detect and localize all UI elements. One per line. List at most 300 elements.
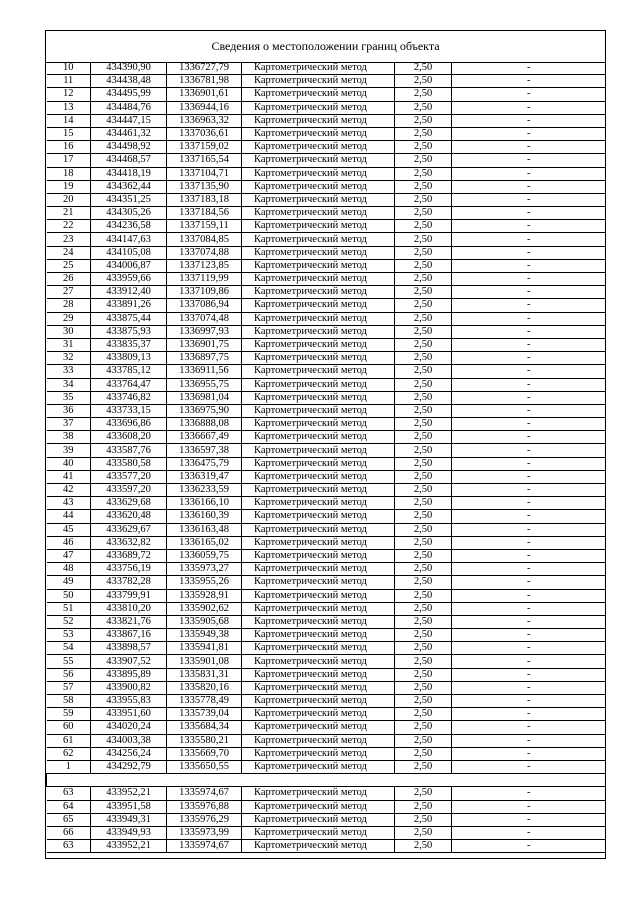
method: Картометрический метод — [242, 431, 395, 444]
point-number: 24 — [47, 246, 91, 259]
table-title: Сведения о местоположении границ объекта — [46, 31, 605, 63]
coord-y: 1337159,02 — [167, 141, 242, 154]
coord-x: 433756,19 — [91, 563, 167, 576]
table-row — [47, 62, 606, 75]
point-number: 31 — [47, 338, 91, 351]
table-row — [47, 312, 606, 325]
coord-y: 1337119,99 — [167, 273, 242, 286]
point-number: 41 — [47, 470, 91, 483]
coord-x: 433764,47 — [91, 378, 167, 391]
precision: 2,50 — [395, 734, 452, 747]
description: - — [452, 154, 606, 167]
table-row — [47, 141, 606, 154]
method: Картометрический метод — [242, 642, 395, 655]
method: Картометрический метод — [242, 615, 395, 628]
method: Картометрический метод — [242, 88, 395, 101]
coord-x: 433809,13 — [91, 352, 167, 365]
point-number: 11 — [47, 75, 91, 88]
coord-x: 434461,32 — [91, 127, 167, 140]
description: - — [452, 207, 606, 220]
description: - — [452, 721, 606, 734]
table-row — [47, 523, 606, 536]
method: Картометрический метод — [242, 114, 395, 127]
spacer-row — [47, 774, 606, 787]
table-row — [47, 325, 606, 338]
coord-y: 1337084,85 — [167, 233, 242, 246]
description: - — [452, 338, 606, 351]
description: - — [452, 378, 606, 391]
coord-y: 1336963,32 — [167, 114, 242, 127]
precision: 2,50 — [395, 167, 452, 180]
method: Картометрический метод — [242, 127, 395, 140]
coord-y: 1336901,61 — [167, 88, 242, 101]
method: Картометрический метод — [242, 62, 395, 75]
precision: 2,50 — [395, 840, 452, 853]
coord-y: 1335580,21 — [167, 734, 242, 747]
point-number: 43 — [47, 497, 91, 510]
precision: 2,50 — [395, 602, 452, 615]
coord-y: 1337165,54 — [167, 154, 242, 167]
method: Картометрический метод — [242, 734, 395, 747]
method: Картометрический метод — [242, 813, 395, 826]
coord-y: 1336160,39 — [167, 510, 242, 523]
point-number: 23 — [47, 233, 91, 246]
point-number: 22 — [47, 220, 91, 233]
coord-x: 433746,82 — [91, 391, 167, 404]
description: - — [452, 88, 606, 101]
coord-y: 1335974,67 — [167, 840, 242, 853]
table-row — [47, 510, 606, 523]
description: - — [452, 826, 606, 839]
table-row — [47, 220, 606, 233]
point-number: 27 — [47, 286, 91, 299]
coord-y: 1337159,11 — [167, 220, 242, 233]
precision: 2,50 — [395, 497, 452, 510]
coord-y: 1337183,18 — [167, 193, 242, 206]
method: Картометрический метод — [242, 708, 395, 721]
precision: 2,50 — [395, 75, 452, 88]
coord-x: 433867,16 — [91, 629, 167, 642]
table-row — [47, 536, 606, 549]
coord-y: 1336166,10 — [167, 497, 242, 510]
method: Картометрический метод — [242, 273, 395, 286]
coord-x: 434390,90 — [91, 62, 167, 75]
method: Картометрический метод — [242, 721, 395, 734]
description: - — [452, 233, 606, 246]
description: - — [452, 167, 606, 180]
table-row — [47, 721, 606, 734]
point-number: 17 — [47, 154, 91, 167]
coord-x: 433912,40 — [91, 286, 167, 299]
coord-x: 433951,58 — [91, 800, 167, 813]
point-number: 18 — [47, 167, 91, 180]
coord-y: 1336997,93 — [167, 325, 242, 338]
table-row — [47, 787, 606, 800]
precision: 2,50 — [395, 338, 452, 351]
table-row — [47, 549, 606, 562]
point-number: 45 — [47, 523, 91, 536]
description: - — [452, 536, 606, 549]
coord-y: 1335928,91 — [167, 589, 242, 602]
method: Картометрический метод — [242, 787, 395, 800]
coord-x: 433782,28 — [91, 576, 167, 589]
method: Картометрический метод — [242, 193, 395, 206]
description: - — [452, 101, 606, 114]
table-row — [47, 470, 606, 483]
coord-x: 433955,83 — [91, 695, 167, 708]
coord-y: 1337135,90 — [167, 180, 242, 193]
coord-y: 1336975,90 — [167, 404, 242, 417]
table-row — [47, 299, 606, 312]
spacer-cell — [47, 774, 606, 787]
method: Картометрический метод — [242, 602, 395, 615]
point-number: 63 — [47, 840, 91, 853]
point-number: 34 — [47, 378, 91, 391]
coord-x: 433875,44 — [91, 312, 167, 325]
table-row — [47, 391, 606, 404]
method: Картометрический метод — [242, 418, 395, 431]
table-row — [47, 101, 606, 114]
precision: 2,50 — [395, 431, 452, 444]
point-number: 16 — [47, 141, 91, 154]
coord-x: 433821,76 — [91, 615, 167, 628]
coord-y: 1335650,55 — [167, 760, 242, 773]
table-row — [47, 760, 606, 773]
method: Картометрический метод — [242, 233, 395, 246]
point-number: 62 — [47, 747, 91, 760]
method: Картометрический метод — [242, 325, 395, 338]
table-row — [47, 273, 606, 286]
point-number: 21 — [47, 207, 91, 220]
description: - — [452, 813, 606, 826]
point-number: 54 — [47, 642, 91, 655]
description: - — [452, 246, 606, 259]
coord-x: 433951,60 — [91, 708, 167, 721]
method: Картометрический метод — [242, 497, 395, 510]
coord-x: 434292,79 — [91, 760, 167, 773]
precision: 2,50 — [395, 246, 452, 259]
precision: 2,50 — [395, 629, 452, 642]
coord-y: 1336319,47 — [167, 470, 242, 483]
precision: 2,50 — [395, 681, 452, 694]
method: Картометрический метод — [242, 549, 395, 562]
table-row — [47, 563, 606, 576]
table-row — [47, 840, 606, 853]
precision: 2,50 — [395, 101, 452, 114]
table-row — [47, 88, 606, 101]
method: Картометрический метод — [242, 167, 395, 180]
coord-x: 434418,19 — [91, 167, 167, 180]
coord-y: 1336475,79 — [167, 457, 242, 470]
coord-y: 1335778,49 — [167, 695, 242, 708]
point-number: 20 — [47, 193, 91, 206]
coord-x: 433949,31 — [91, 813, 167, 826]
method: Картометрический метод — [242, 589, 395, 602]
coord-x: 434438,48 — [91, 75, 167, 88]
point-number: 48 — [47, 563, 91, 576]
coord-x: 434484,76 — [91, 101, 167, 114]
method: Картометрический метод — [242, 563, 395, 576]
method: Картометрический метод — [242, 681, 395, 694]
coord-x: 433632,82 — [91, 536, 167, 549]
table-row — [47, 207, 606, 220]
point-number: 58 — [47, 695, 91, 708]
point-number: 50 — [47, 589, 91, 602]
precision: 2,50 — [395, 154, 452, 167]
method: Картометрический метод — [242, 259, 395, 272]
precision: 2,50 — [395, 484, 452, 497]
point-number: 59 — [47, 708, 91, 721]
description: - — [452, 220, 606, 233]
point-number: 55 — [47, 655, 91, 668]
description: - — [452, 576, 606, 589]
coord-x: 433952,21 — [91, 840, 167, 853]
point-number: 38 — [47, 431, 91, 444]
point-number: 1 — [47, 760, 91, 773]
table-row — [47, 642, 606, 655]
coordinates-table — [46, 62, 606, 853]
method: Картометрический метод — [242, 286, 395, 299]
precision: 2,50 — [395, 576, 452, 589]
coord-x: 434468,57 — [91, 154, 167, 167]
table-row — [47, 259, 606, 272]
precision: 2,50 — [395, 800, 452, 813]
point-number: 39 — [47, 444, 91, 457]
coord-x: 433629,67 — [91, 523, 167, 536]
table-row — [47, 193, 606, 206]
boundary-table-frame — [45, 30, 606, 859]
point-number: 10 — [47, 62, 91, 75]
point-number: 12 — [47, 88, 91, 101]
coord-y: 1335739,04 — [167, 708, 242, 721]
precision: 2,50 — [395, 88, 452, 101]
method: Картометрический метод — [242, 536, 395, 549]
table-row — [47, 602, 606, 615]
precision: 2,50 — [395, 444, 452, 457]
table-row — [47, 114, 606, 127]
description: - — [452, 760, 606, 773]
method: Картометрический метод — [242, 510, 395, 523]
coord-x: 433608,20 — [91, 431, 167, 444]
description: - — [452, 391, 606, 404]
table-row — [47, 180, 606, 193]
coord-x: 434362,44 — [91, 180, 167, 193]
coord-y: 1336667,49 — [167, 431, 242, 444]
method: Картометрический метод — [242, 180, 395, 193]
point-number: 28 — [47, 299, 91, 312]
table-row — [47, 681, 606, 694]
point-number: 35 — [47, 391, 91, 404]
coord-x: 433597,20 — [91, 484, 167, 497]
description: - — [452, 695, 606, 708]
precision: 2,50 — [395, 127, 452, 140]
point-number: 64 — [47, 800, 91, 813]
description: - — [452, 114, 606, 127]
method: Картометрический метод — [242, 312, 395, 325]
description: - — [452, 549, 606, 562]
precision: 2,50 — [395, 352, 452, 365]
coord-y: 1336981,04 — [167, 391, 242, 404]
table-row — [47, 589, 606, 602]
point-number: 14 — [47, 114, 91, 127]
method: Картометрический метод — [242, 220, 395, 233]
description: - — [452, 668, 606, 681]
precision: 2,50 — [395, 826, 452, 839]
coord-y: 1336163,48 — [167, 523, 242, 536]
table-row — [47, 444, 606, 457]
coord-x: 433898,57 — [91, 642, 167, 655]
description: - — [452, 273, 606, 286]
precision: 2,50 — [395, 180, 452, 193]
precision: 2,50 — [395, 220, 452, 233]
table-row — [47, 484, 606, 497]
description: - — [452, 325, 606, 338]
coord-x: 433900,82 — [91, 681, 167, 694]
point-number: 53 — [47, 629, 91, 642]
description: - — [452, 312, 606, 325]
coord-x: 433629,68 — [91, 497, 167, 510]
coord-y: 1335820,16 — [167, 681, 242, 694]
coord-x: 434447,15 — [91, 114, 167, 127]
coord-x: 433810,20 — [91, 602, 167, 615]
method: Картометрический метод — [242, 141, 395, 154]
description: - — [452, 444, 606, 457]
coord-x: 433799,91 — [91, 589, 167, 602]
coord-y: 1335976,29 — [167, 813, 242, 826]
description: - — [452, 787, 606, 800]
point-number: 40 — [47, 457, 91, 470]
description: - — [452, 286, 606, 299]
precision: 2,50 — [395, 655, 452, 668]
coord-y: 1336911,56 — [167, 365, 242, 378]
description: - — [452, 497, 606, 510]
table-row — [47, 233, 606, 246]
table-row — [47, 800, 606, 813]
method: Картометрический метод — [242, 207, 395, 220]
method: Картометрический метод — [242, 629, 395, 642]
description: - — [452, 62, 606, 75]
coord-y: 1337086,94 — [167, 299, 242, 312]
table-row — [47, 747, 606, 760]
method: Картометрический метод — [242, 655, 395, 668]
method: Картометрический метод — [242, 444, 395, 457]
precision: 2,50 — [395, 523, 452, 536]
table-row — [47, 404, 606, 417]
coord-x: 433959,66 — [91, 273, 167, 286]
description: - — [452, 523, 606, 536]
coord-x: 434305,26 — [91, 207, 167, 220]
method: Картометрический метод — [242, 840, 395, 853]
coord-x: 433895,89 — [91, 668, 167, 681]
point-number: 61 — [47, 734, 91, 747]
coord-y: 1335905,68 — [167, 615, 242, 628]
description: - — [452, 510, 606, 523]
coord-y: 1335974,67 — [167, 787, 242, 800]
description: - — [452, 484, 606, 497]
point-number: 51 — [47, 602, 91, 615]
precision: 2,50 — [395, 695, 452, 708]
precision: 2,50 — [395, 615, 452, 628]
description: - — [452, 457, 606, 470]
table-row — [47, 338, 606, 351]
coord-y: 1336897,75 — [167, 352, 242, 365]
coord-x: 434006,87 — [91, 259, 167, 272]
coord-y: 1336727,79 — [167, 62, 242, 75]
description: - — [452, 747, 606, 760]
coord-y: 1337104,71 — [167, 167, 242, 180]
description: - — [452, 470, 606, 483]
method: Картометрический метод — [242, 154, 395, 167]
description: - — [452, 642, 606, 655]
table-row — [47, 813, 606, 826]
precision: 2,50 — [395, 787, 452, 800]
point-number: 30 — [47, 325, 91, 338]
method: Картометрический метод — [242, 457, 395, 470]
coord-y: 1335902,62 — [167, 602, 242, 615]
point-number: 63 — [47, 787, 91, 800]
coord-y: 1335949,38 — [167, 629, 242, 642]
precision: 2,50 — [395, 114, 452, 127]
precision: 2,50 — [395, 549, 452, 562]
coord-y: 1336888,08 — [167, 418, 242, 431]
method: Картометрический метод — [242, 695, 395, 708]
method: Картометрический метод — [242, 101, 395, 114]
coord-x: 434256,24 — [91, 747, 167, 760]
table-row — [47, 615, 606, 628]
description: - — [452, 418, 606, 431]
table-row — [47, 365, 606, 378]
precision: 2,50 — [395, 457, 452, 470]
point-number: 25 — [47, 259, 91, 272]
table-row — [47, 655, 606, 668]
coord-y: 1336165,02 — [167, 536, 242, 549]
precision: 2,50 — [395, 286, 452, 299]
description: - — [452, 75, 606, 88]
description: - — [452, 404, 606, 417]
point-number: 66 — [47, 826, 91, 839]
point-number: 19 — [47, 180, 91, 193]
precision: 2,50 — [395, 365, 452, 378]
precision: 2,50 — [395, 259, 452, 272]
method: Картометрический метод — [242, 365, 395, 378]
precision: 2,50 — [395, 813, 452, 826]
table-row — [47, 352, 606, 365]
precision: 2,50 — [395, 299, 452, 312]
method: Картометрический метод — [242, 826, 395, 839]
coord-y: 1335955,26 — [167, 576, 242, 589]
table-row — [47, 431, 606, 444]
precision: 2,50 — [395, 233, 452, 246]
precision: 2,50 — [395, 589, 452, 602]
point-number: 47 — [47, 549, 91, 562]
method: Картометрический метод — [242, 668, 395, 681]
description: - — [452, 840, 606, 853]
precision: 2,50 — [395, 207, 452, 220]
coord-x: 433733,15 — [91, 404, 167, 417]
table-row — [47, 154, 606, 167]
table-row — [47, 497, 606, 510]
table-row — [47, 826, 606, 839]
description: - — [452, 681, 606, 694]
coord-x: 434147,63 — [91, 233, 167, 246]
coord-x: 433875,93 — [91, 325, 167, 338]
coord-x: 433620,48 — [91, 510, 167, 523]
precision: 2,50 — [395, 470, 452, 483]
coord-x: 433587,76 — [91, 444, 167, 457]
description: - — [452, 365, 606, 378]
coord-x: 433949,93 — [91, 826, 167, 839]
description: - — [452, 800, 606, 813]
